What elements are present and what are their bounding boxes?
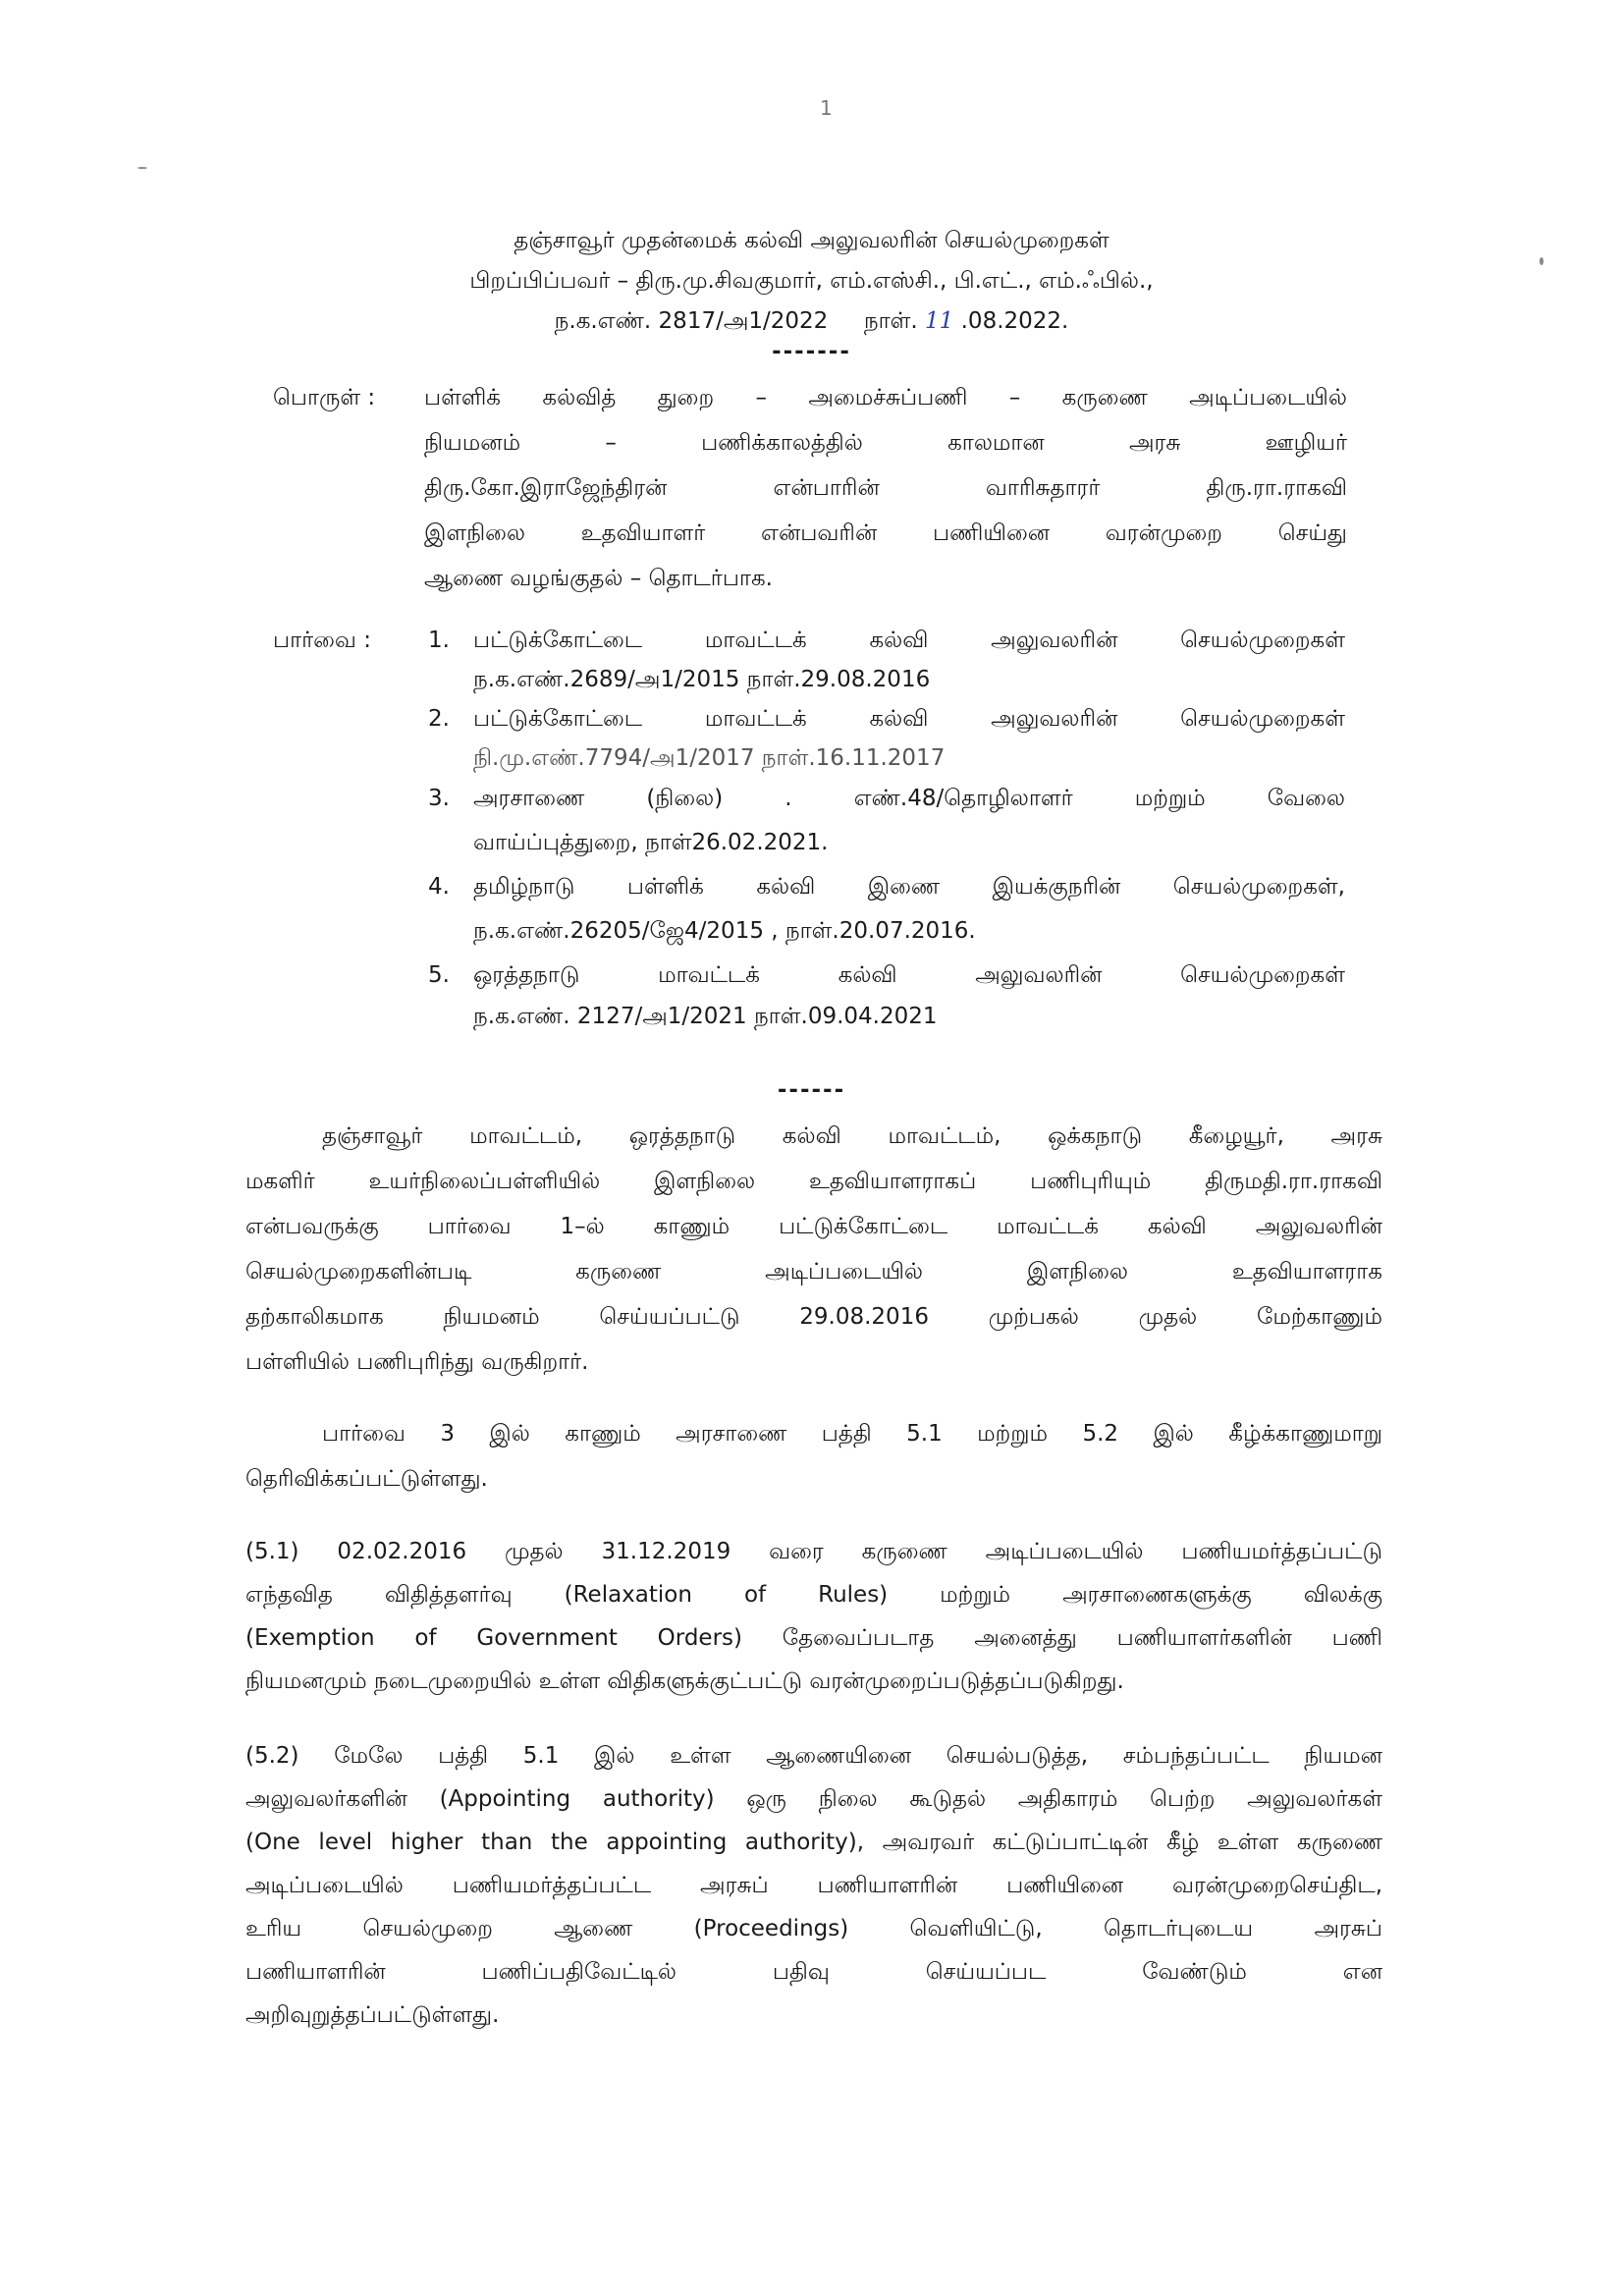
reference-number: ந.க.எண். 2817/அ1/2022 (554, 308, 829, 334)
clause-5-2-line: (5.2) மேலே பத்தி 5.1 இல் உள்ள ஆணையினை செயல்படுத்த, சம்பந்தப்பட்ட நியமன (245, 1743, 1382, 1769)
reference-line: ந.க.எண். 2127/அ1/2021 நாள்.09.04.2021 (473, 1004, 938, 1029)
clause-5-2-line: அடிப்படையில் பணியமர்த்தப்பட்ட அரசுப் பணியாளரின் பணியினை வரன்முறைசெய்திட, (245, 1873, 1382, 1898)
clause-5-2-line: அலுவலர்களின் (Appointing authority) ஒரு நிலை கூடுதல் அதிகாரம் பெற்ற அலுவலர்கள் (245, 1786, 1382, 1812)
clause-5-2-line: அறிவுறுத்தப்பட்டுள்ளது. (245, 2002, 500, 2028)
reference-line: நி.மு.எண்.7794/அ1/2017 நாள்.16.11.2017 (473, 745, 946, 771)
date-rest: .08.2022. (960, 308, 1069, 334)
clause-5-2-line: பணியாளரின் பணிப்பதிவேட்டில் பதிவு செய்யப்பட வேண்டும் என (245, 1959, 1382, 1985)
references-label: பார்வை : (273, 628, 371, 653)
page-number: 1 (820, 96, 833, 120)
reference-number: 5. (428, 962, 450, 988)
reference-line: தமிழ்நாடு பள்ளிக் கல்வி இணை இயக்குநரின் செயல்முறைகள், (473, 874, 1345, 900)
subject-line: பள்ளிக் கல்வித் துறை – அமைச்சுப்பணி – கருணை அடிப்படையில் (424, 385, 1347, 410)
body-line: பள்ளியில் பணிபுரிந்து வருகிறார். (245, 1349, 589, 1375)
handwritten-date-day: 11 (925, 308, 954, 334)
reference-line: ந.க.எண்.2689/அ1/2015 நாள்.29.08.2016 (473, 667, 931, 692)
header-title: தஞ்சாவூர் முதன்மைக் கல்வி அலுவலரின் செயல்முறைகள் (514, 228, 1109, 253)
reference-number: 2. (428, 706, 450, 732)
header-issuer: பிறப்பிப்பவர் – திரு.மு.சிவகுமார், எம்.எஸ்சி., பி.எட்., எம்.ஃபில்., (469, 268, 1154, 294)
body-line: செயல்முறைகளின்படி கருணை அடிப்படையில் இளநிலை உதவியாளராக (245, 1259, 1382, 1285)
clause-5-1-line: (Exemption of Government Orders) தேவைப்படாத அனைத்து பணியாளர்களின் பணி (245, 1625, 1382, 1651)
clause-5-2-line: (One level higher than the appointing authority), அவரவர் கட்டுப்பாட்டின் கீழ் உள்ள கருணை (245, 1830, 1382, 1855)
scan-speck (137, 167, 147, 169)
clause-5-1-line: (5.1) 02.02.2016 முதல் 31.12.2019 வரை கருணை அடிப்படையில் பணியமர்த்தப்பட்டு (245, 1539, 1382, 1564)
reference-line: பட்டுக்கோட்டை மாவட்டக் கல்வி அலுவலரின் செயல்முறைகள் (473, 706, 1345, 732)
reference-line: பட்டுக்கோட்டை மாவட்டக் கல்வி அலுவலரின் செயல்முறைகள் (473, 628, 1345, 653)
subject-label: பொருள் : (273, 385, 376, 410)
clause-5-1-line: எந்தவித விதித்தளர்வு (Relaxation of Rules) மற்றும் அரசாணைகளுக்கு விலக்கு (245, 1582, 1382, 1608)
body-line: என்பவருக்கு பார்வை 1–ல் காணும் பட்டுக்கோட்டை மாவட்டக் கல்வி அலுவலரின் (245, 1214, 1382, 1239)
clause-5-2-line: உரிய செயல்முறை ஆணை (Proceedings) வெளியிட்டு, தொடர்புடைய அரசுப் (245, 1916, 1382, 1941)
separator: ------- (772, 339, 851, 364)
subject-line: திரு.கோ.இராஜேந்திரன் என்பாரின் வாரிசுதாரர் திரு.ரா.ராகவி (424, 475, 1347, 501)
body-line: தஞ்சாவூர் மாவட்டம், ஒரத்தநாடு கல்வி மாவட்டம், ஒக்கநாடு கீழையூர், அரசு (322, 1123, 1382, 1149)
subject-line: ஆணை வழங்குதல் – தொடர்பாக. (424, 566, 773, 591)
body-line: மகளிர் உயர்நிலைப்பள்ளியில் இளநிலை உதவியாளராகப் பணிபுரியும் திருமதி.ரா.ராகவி (245, 1169, 1382, 1194)
reference-line: ந.க.எண்.26205/ஜே4/2015 , நாள்.20.07.2016. (473, 918, 976, 944)
reference-number: 4. (428, 874, 450, 900)
reference-line: ஒரத்தநாடு மாவட்டக் கல்வி அலுவலரின் செயல்முறைகள் (473, 962, 1345, 988)
clause-5-1-line: நியமனமும் நடைமுறையில் உள்ள விதிகளுக்குட்பட்டு வரன்முறைப்படுத்தப்படுகிறது. (245, 1668, 1124, 1694)
reference-number: 3. (428, 786, 450, 811)
reference-number: 1. (428, 628, 450, 653)
separator: ------ (777, 1077, 846, 1103)
date-label: நாள். (863, 308, 918, 334)
subject-line: இளநிலை உதவியாளர் என்பவரின் பணியினை வரன்முறை செய்து (424, 520, 1347, 546)
body-line: பார்வை 3 இல் காணும் அரசாணை பத்தி 5.1 மற்றும் 5.2 இல் கீழ்க்காணுமாறு (322, 1421, 1382, 1447)
body-line: தெரிவிக்கப்பட்டுள்ளது. (245, 1466, 488, 1492)
subject-line: நியமனம் – பணிக்காலத்தில் காலமான அரசு ஊழியர் (424, 430, 1347, 456)
body-line: தற்காலிகமாக நியமனம் செய்யப்பட்டு 29.08.2016 முற்பகல் முதல் மேற்காணும் (245, 1304, 1382, 1330)
reference-line: அரசாணை (நிலை) . எண்.48/தொழிலாளர் மற்றும் வேலை (473, 786, 1345, 811)
reference-line: வாய்ப்புத்துறை, நாள்26.02.2021. (473, 830, 829, 855)
